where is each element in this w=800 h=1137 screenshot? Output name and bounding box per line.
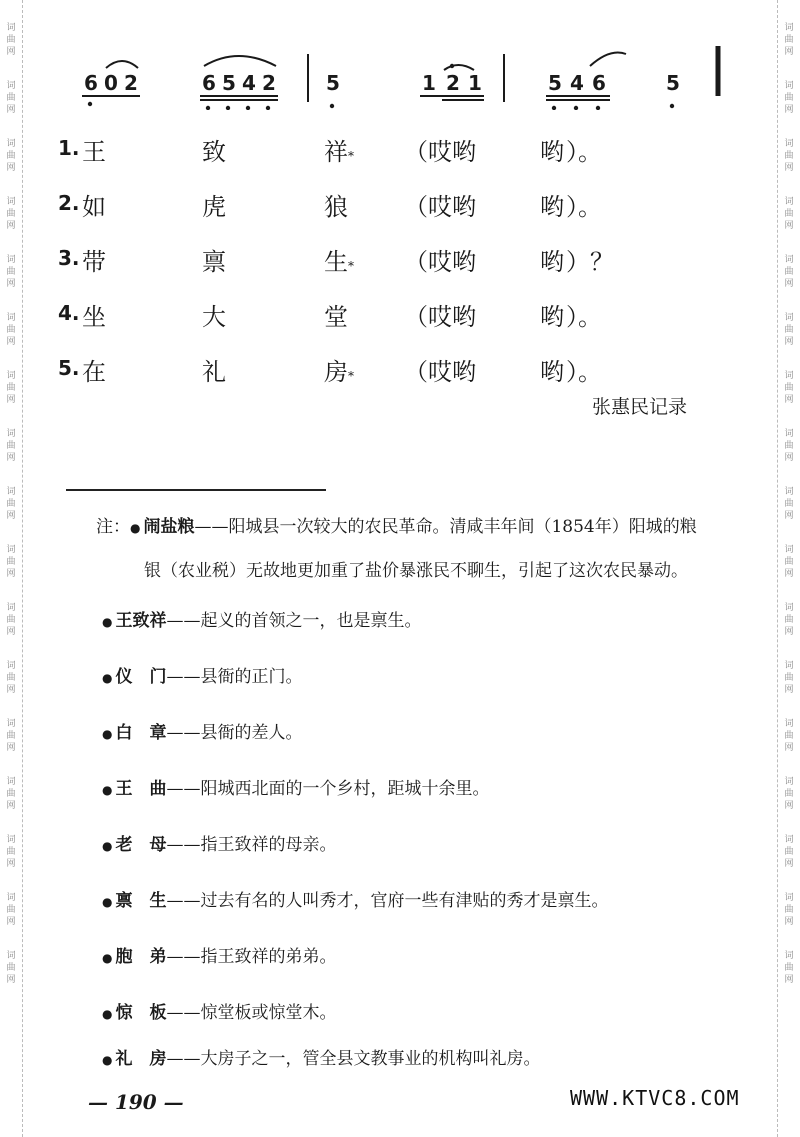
tie-arc xyxy=(590,53,626,67)
low-dot xyxy=(574,106,578,110)
note: 5 xyxy=(666,71,680,95)
watermark-char: 网 xyxy=(6,917,16,927)
watermark-mark xyxy=(784,950,793,986)
lyrics-grid xyxy=(58,132,718,407)
watermark-char: 词 xyxy=(6,197,16,207)
slur-arc xyxy=(106,61,138,68)
bullet-icon: ● xyxy=(102,727,113,741)
lyric-filler: （哎哟 xyxy=(404,248,476,276)
footnote-text: ——指王致祥的弟弟。 xyxy=(166,947,337,967)
watermark-char: 词 xyxy=(6,777,16,787)
watermark-char: 词 xyxy=(784,603,794,613)
watermark-mark xyxy=(6,486,15,522)
watermark-char: 词 xyxy=(6,255,16,265)
watermark-char: 词 xyxy=(784,951,794,961)
low-dot xyxy=(596,106,600,110)
lyric-row xyxy=(58,297,718,352)
footnote-text: ——大房子之一，管全县文教事业的机构叫礼房。 xyxy=(166,1049,541,1069)
watermark-char: 曲 xyxy=(784,615,794,625)
watermark-char: 网 xyxy=(784,511,794,521)
watermark-char: 网 xyxy=(784,569,794,579)
low-dot xyxy=(330,104,334,108)
watermark-char: 词 xyxy=(784,197,794,207)
lyric-char: 如 xyxy=(82,193,106,221)
low-dot xyxy=(266,106,270,110)
footnote-item xyxy=(102,998,336,1023)
bullet-icon: ● xyxy=(102,895,113,909)
note: 6 xyxy=(592,71,606,95)
watermark-mark xyxy=(784,80,793,116)
footnote-term: 白 章 xyxy=(115,723,167,743)
slur-arc xyxy=(204,56,276,66)
footnote-star: * xyxy=(348,259,354,273)
watermark-char: 曲 xyxy=(784,557,794,567)
watermark-char: 词 xyxy=(784,835,794,845)
watermark-char: 词 xyxy=(6,429,16,439)
bullet-icon: ● xyxy=(130,521,141,535)
watermark-char: 网 xyxy=(784,337,794,347)
watermark-char: 网 xyxy=(6,511,16,521)
watermark-mark xyxy=(784,254,793,290)
lyric-punct: ）。 xyxy=(566,358,602,386)
verse-number: 1. xyxy=(58,136,80,160)
footnote-term: 礼 房 xyxy=(115,1049,167,1069)
watermark-mark xyxy=(6,254,15,290)
watermark-mark xyxy=(6,892,15,928)
low-dot xyxy=(552,106,556,110)
watermark-mark xyxy=(784,834,793,870)
watermark-char: 词 xyxy=(6,23,16,33)
footnote-item xyxy=(102,1044,540,1069)
lyric-char-text: 生 xyxy=(324,248,348,276)
watermark-char: 网 xyxy=(6,685,16,695)
watermark-char: 词 xyxy=(6,313,16,323)
watermark-char: 曲 xyxy=(784,383,794,393)
lyric-char: 致 xyxy=(202,138,226,166)
watermark-char: 词 xyxy=(6,893,16,903)
watermark-char: 词 xyxy=(784,81,794,91)
note: 5 xyxy=(222,71,236,95)
watermark-char: 曲 xyxy=(784,963,794,973)
footnote-intro-line1 xyxy=(96,512,697,537)
lyric-char xyxy=(324,187,348,222)
watermark-char: 曲 xyxy=(6,557,16,567)
footnote-term: 惊 板 xyxy=(115,1003,167,1023)
lyric-char: 带 xyxy=(82,248,106,276)
watermark-char: 曲 xyxy=(784,209,794,219)
watermark-char: 词 xyxy=(6,603,16,613)
lyric-filler: （哎哟 xyxy=(404,303,476,331)
footnote-star: * xyxy=(348,149,354,163)
watermark-char: 网 xyxy=(784,627,794,637)
watermark-char: 网 xyxy=(6,105,16,115)
watermark-char: 词 xyxy=(784,893,794,903)
watermark-mark xyxy=(784,602,793,638)
note: 2 xyxy=(446,71,460,95)
page-number: — 190 — xyxy=(88,1090,184,1114)
watermark-char: 网 xyxy=(6,975,16,985)
bullet-icon: ● xyxy=(102,1053,113,1067)
watermark-char: 曲 xyxy=(6,267,16,277)
lyric-punct: ）。 xyxy=(566,193,602,221)
watermark-char: 词 xyxy=(784,487,794,497)
watermark-char: 曲 xyxy=(784,847,794,857)
footnote-term: 老 母 xyxy=(115,835,167,855)
watermark-char: 曲 xyxy=(6,35,16,45)
note: 1 xyxy=(468,71,482,95)
watermark-char: 曲 xyxy=(6,731,16,741)
lyric-char: 王 xyxy=(82,138,106,166)
footnote-text: ——起义的首领之一，也是禀生。 xyxy=(166,611,422,631)
watermark-char: 网 xyxy=(784,917,794,927)
lyric-char: 在 xyxy=(82,358,106,386)
lyric-char: 虎 xyxy=(202,193,226,221)
watermark-char: 曲 xyxy=(6,673,16,683)
recorder-credit: 张惠民记录 xyxy=(592,396,688,418)
footnote-item xyxy=(102,942,336,967)
right-watermark-strip xyxy=(777,0,800,1137)
watermark-mark xyxy=(784,486,793,522)
bullet-icon: ● xyxy=(102,951,113,965)
watermark-char: 网 xyxy=(784,163,794,173)
note: 6 xyxy=(202,71,216,95)
footnote-item xyxy=(102,606,421,631)
watermark-char: 曲 xyxy=(6,325,16,335)
lyric-filler: 哟 xyxy=(540,248,564,276)
watermark-char: 词 xyxy=(784,661,794,671)
lyric-char xyxy=(324,352,354,387)
watermark-char: 词 xyxy=(784,371,794,381)
low-dot xyxy=(670,104,674,108)
lyric-char xyxy=(324,242,354,277)
low-dot xyxy=(226,106,230,110)
bullet-icon: ● xyxy=(102,615,113,629)
watermark-char: 网 xyxy=(6,859,16,869)
watermark-char: 词 xyxy=(784,255,794,265)
note: 2 xyxy=(262,71,276,95)
watermark-mark xyxy=(784,138,793,174)
lyric-char: 坐 xyxy=(82,303,106,331)
watermark-char: 网 xyxy=(784,395,794,405)
footnote-text: ——指王致祥的母亲。 xyxy=(166,835,337,855)
low-dot xyxy=(246,106,250,110)
verse-number: 3. xyxy=(58,246,80,270)
watermark-char: 网 xyxy=(784,975,794,985)
watermark-mark xyxy=(6,370,15,406)
note: 2 xyxy=(124,71,138,95)
watermark-char: 网 xyxy=(6,221,16,231)
high-dot xyxy=(450,64,454,68)
lyric-punct: ）。 xyxy=(566,138,602,166)
watermark-char: 网 xyxy=(6,627,16,637)
lyric-row xyxy=(58,132,718,187)
low-dot xyxy=(206,106,210,110)
watermark-mark xyxy=(784,196,793,232)
watermark-char: 网 xyxy=(6,279,16,289)
footnote-item xyxy=(102,886,608,911)
low-dot xyxy=(88,102,92,106)
lyric-char-text: 房 xyxy=(324,358,348,386)
watermark-char: 网 xyxy=(6,337,16,347)
music-score xyxy=(70,40,750,110)
watermark-mark xyxy=(784,718,793,754)
watermark-char: 网 xyxy=(6,395,16,405)
footnote-term: 禀 生 xyxy=(115,891,167,911)
verse-number: 5. xyxy=(58,356,80,380)
lyric-filler: 哟 xyxy=(540,303,564,331)
lyric-char: 礼 xyxy=(202,358,226,386)
footnote-text: ——阳城西北面的一个乡村，距城十余里。 xyxy=(166,779,490,799)
site-watermark: WWW.KTVC8.COM xyxy=(570,1086,740,1110)
footnote-star: * xyxy=(348,369,354,383)
note: 4 xyxy=(570,71,584,95)
footnote-text: ——过去有名的人叫秀才，官府一些有津贴的秀才是禀生。 xyxy=(166,891,609,911)
watermark-mark xyxy=(6,138,15,174)
watermark-char: 曲 xyxy=(6,615,16,625)
watermark-char: 网 xyxy=(784,743,794,753)
lyric-char xyxy=(324,132,354,167)
bullet-icon: ● xyxy=(102,783,113,797)
watermark-char: 词 xyxy=(784,545,794,555)
watermark-char: 词 xyxy=(6,371,16,381)
watermark-mark xyxy=(784,776,793,812)
lyric-punct: ）？ xyxy=(566,248,614,276)
watermark-char: 曲 xyxy=(6,847,16,857)
watermark-mark xyxy=(784,660,793,696)
lyric-char xyxy=(324,297,348,332)
watermark-char: 曲 xyxy=(784,789,794,799)
watermark-char: 网 xyxy=(6,743,16,753)
watermark-mark xyxy=(6,776,15,812)
footnote-item xyxy=(102,718,302,743)
footnote-term: 胞 弟 xyxy=(115,947,167,967)
lyric-punct: ）。 xyxy=(566,303,602,331)
watermark-char: 曲 xyxy=(784,267,794,277)
watermark-char: 曲 xyxy=(6,209,16,219)
watermark-char: 曲 xyxy=(6,151,16,161)
lyric-filler: 哟 xyxy=(540,138,564,166)
lyric-filler: 哟 xyxy=(540,193,564,221)
lyric-char-text: 祥 xyxy=(324,138,348,166)
footnote-text: ——县衙的差人。 xyxy=(166,723,303,743)
left-watermark-strip xyxy=(0,0,23,1137)
watermark-char: 词 xyxy=(6,139,16,149)
watermark-char: 词 xyxy=(784,429,794,439)
watermark-char: 曲 xyxy=(6,441,16,451)
footnote-text: ——县衙的正门。 xyxy=(166,667,303,687)
watermark-char: 词 xyxy=(784,777,794,787)
watermark-mark xyxy=(6,834,15,870)
watermark-char: 网 xyxy=(6,163,16,173)
watermark-char: 网 xyxy=(784,453,794,463)
watermark-char: 网 xyxy=(6,453,16,463)
watermark-char: 曲 xyxy=(6,905,16,915)
note: 5 xyxy=(548,71,562,95)
verse-number: 2. xyxy=(58,191,80,215)
watermark-char: 词 xyxy=(6,951,16,961)
watermark-char: 词 xyxy=(6,81,16,91)
watermark-char: 曲 xyxy=(784,673,794,683)
watermark-char: 曲 xyxy=(784,731,794,741)
note: 1 xyxy=(422,71,436,95)
note: 0 xyxy=(104,71,118,95)
verse-number: 4. xyxy=(58,301,80,325)
watermark-char: 词 xyxy=(784,313,794,323)
watermark-mark xyxy=(784,892,793,928)
watermark-char: 曲 xyxy=(784,499,794,509)
watermark-mark xyxy=(6,660,15,696)
footnote-term: 仪 门 xyxy=(115,667,167,687)
footnote-intro-line2: 银（农业税）无故地更加重了盐价暴涨民不聊生，引起了这次农民暴动。 xyxy=(144,561,688,581)
watermark-char: 曲 xyxy=(6,789,16,799)
watermark-mark xyxy=(6,602,15,638)
watermark-mark xyxy=(6,22,15,58)
watermark-mark xyxy=(784,312,793,348)
lyric-filler: 哟 xyxy=(540,358,564,386)
footnote-item xyxy=(102,662,302,687)
footnote-term: 闹盐粮 xyxy=(143,517,195,537)
note: 6 xyxy=(84,71,98,95)
watermark-char: 曲 xyxy=(784,325,794,335)
watermark-mark xyxy=(6,428,15,464)
watermark-char: 曲 xyxy=(784,151,794,161)
watermark-char: 曲 xyxy=(784,905,794,915)
watermark-char: 曲 xyxy=(784,35,794,45)
watermark-char: 词 xyxy=(784,139,794,149)
watermark-char: 网 xyxy=(784,47,794,57)
watermark-char: 词 xyxy=(6,661,16,671)
footnote-term: 王 曲 xyxy=(115,779,167,799)
bullet-icon: ● xyxy=(102,671,113,685)
lyric-row xyxy=(58,242,718,297)
watermark-mark xyxy=(6,950,15,986)
watermark-char: 词 xyxy=(784,23,794,33)
watermark-char: 网 xyxy=(784,221,794,231)
footnote-text: ——惊堂板或惊堂木。 xyxy=(166,1003,337,1023)
watermark-char: 网 xyxy=(6,801,16,811)
watermark-char: 曲 xyxy=(6,93,16,103)
slur-arc xyxy=(444,65,474,70)
watermark-mark xyxy=(6,718,15,754)
footnote-divider xyxy=(66,489,326,491)
watermark-char: 网 xyxy=(784,801,794,811)
lyric-filler: （哎哟 xyxy=(404,358,476,386)
watermark-char: 词 xyxy=(784,719,794,729)
note: 4 xyxy=(242,71,256,95)
lyric-filler: （哎哟 xyxy=(404,193,476,221)
watermark-mark xyxy=(784,428,793,464)
lyric-char-text: 堂 xyxy=(324,303,348,331)
footnote-item xyxy=(102,774,489,799)
watermark-char: 词 xyxy=(6,545,16,555)
footnote-term: 王致祥 xyxy=(115,611,167,631)
lyric-filler: （哎哟 xyxy=(404,138,476,166)
watermark-char: 网 xyxy=(6,47,16,57)
watermark-char: 网 xyxy=(784,279,794,289)
lyric-char: 禀 xyxy=(202,248,226,276)
watermark-mark xyxy=(784,544,793,580)
watermark-char: 曲 xyxy=(784,441,794,451)
score-svg xyxy=(70,40,750,110)
watermark-char: 网 xyxy=(6,569,16,579)
lyric-char: 大 xyxy=(202,303,226,331)
watermark-char: 词 xyxy=(6,719,16,729)
footnote-text: ——阳城县一次较大的农民革命。清咸丰年间（1854年）阳城的粮 xyxy=(194,517,697,537)
watermark-char: 网 xyxy=(784,859,794,869)
watermark-char: 曲 xyxy=(6,499,16,509)
watermark-char: 词 xyxy=(6,835,16,845)
bullet-icon: ● xyxy=(102,1007,113,1021)
watermark-char: 曲 xyxy=(6,383,16,393)
watermark-mark xyxy=(6,80,15,116)
watermark-mark xyxy=(6,312,15,348)
note: 5 xyxy=(326,71,340,95)
watermark-char: 网 xyxy=(784,685,794,695)
watermark-mark xyxy=(6,196,15,232)
watermark-char: 词 xyxy=(6,487,16,497)
footnote-prefix: 注： xyxy=(96,517,130,537)
watermark-char: 曲 xyxy=(6,963,16,973)
watermark-mark xyxy=(6,544,15,580)
lyric-row xyxy=(58,187,718,242)
bullet-icon: ● xyxy=(102,839,113,853)
watermark-char: 网 xyxy=(784,105,794,115)
footnote-item xyxy=(102,830,336,855)
watermark-char: 曲 xyxy=(784,93,794,103)
watermark-mark xyxy=(784,22,793,58)
lyric-char-text: 狼 xyxy=(324,193,348,221)
watermark-mark xyxy=(784,370,793,406)
